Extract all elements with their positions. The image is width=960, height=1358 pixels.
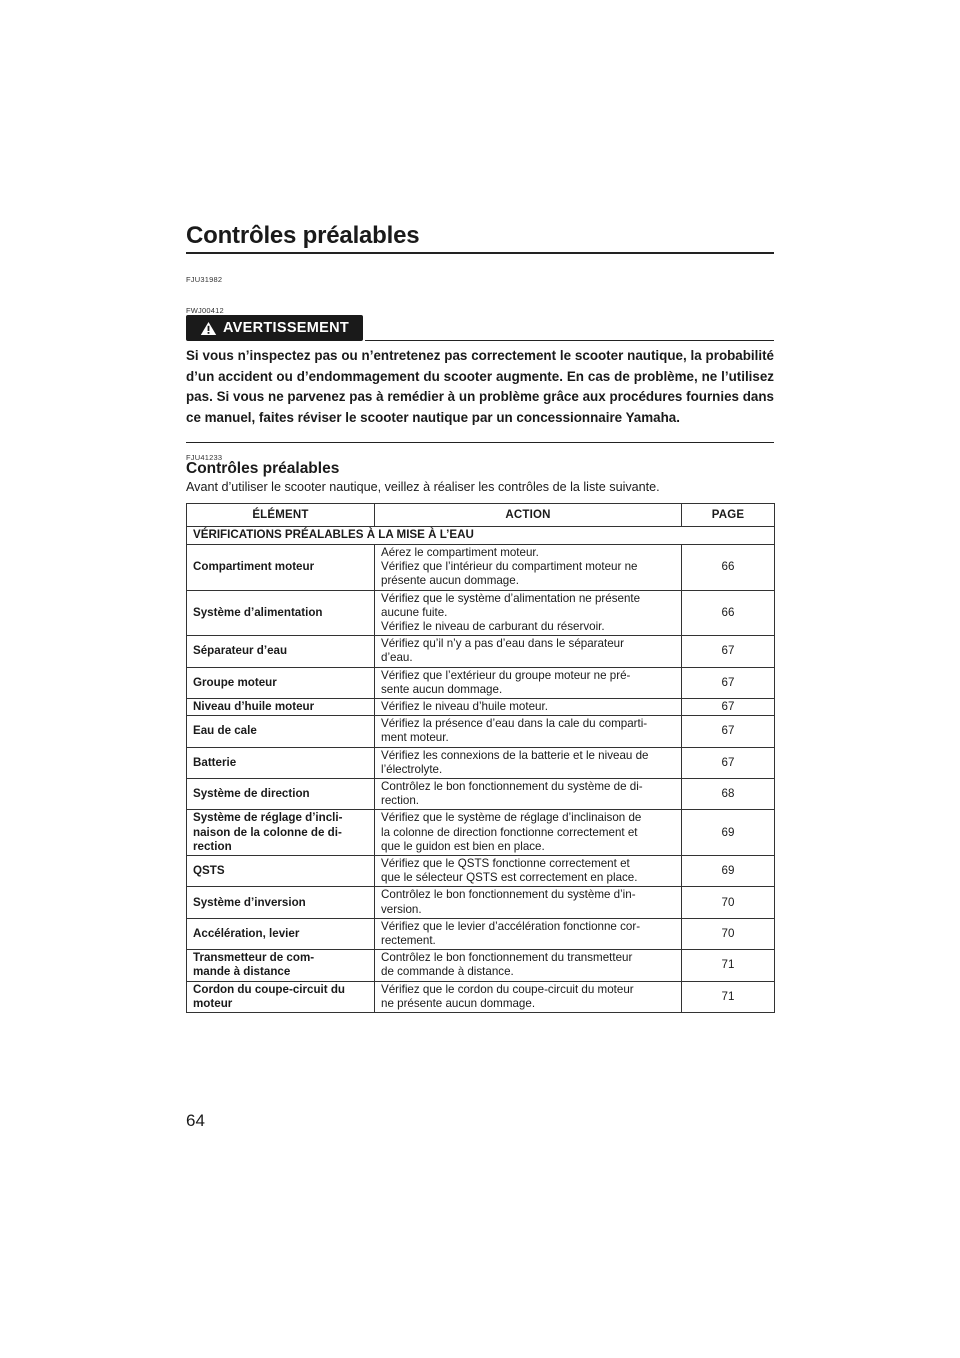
- row-action-line: Contrôlez le bon fonctionnement du système d’in-: [381, 888, 636, 902]
- row-action-line: Vérifiez le niveau de carburant du réservoir.: [381, 620, 605, 634]
- warning-label: AVERTISSEMENT: [222, 320, 350, 336]
- table-row: [187, 545, 775, 591]
- row-item: Système d’alimentation: [187, 590, 375, 636]
- row-action-line: Vérifiez qu’il n’y a pas d’eau dans le séparateur: [381, 637, 624, 651]
- table-row: [187, 667, 775, 698]
- row-action: [375, 950, 682, 981]
- row-item: Groupe moteur: [187, 667, 375, 698]
- row-action: [375, 716, 682, 747]
- row-action-line: Vérifiez que le système de réglage d’inclinaison de: [381, 811, 642, 825]
- row-action-line: Vérifiez que le QSTS fonctionne correctement et: [381, 857, 630, 871]
- row-action: [375, 699, 682, 716]
- table-group-row: [187, 527, 775, 545]
- row-page: 67: [682, 747, 775, 778]
- row-item: Batterie: [187, 747, 375, 778]
- row-action-line: sente aucun dommage.: [381, 682, 503, 696]
- row-action-line: Contrôlez le bon fonctionnement du transmetteur: [381, 951, 633, 965]
- page-number: 64: [186, 1111, 205, 1130]
- row-action-line: que le guidon est bien en place.: [381, 839, 545, 853]
- row-action-line: de commande à distance.: [381, 965, 514, 979]
- row-action-line: l’électrolyte.: [381, 762, 443, 776]
- row-action: [375, 747, 682, 778]
- row-item: Transmetteur de com- mande à distance: [187, 950, 375, 981]
- checks-table: [186, 503, 775, 1013]
- row-page: 70: [682, 887, 775, 918]
- row-item: Système de direction: [187, 779, 375, 810]
- row-action-line: Vérifiez que le levier d’accélération fonctionne cor-: [381, 919, 641, 933]
- row-page: 69: [682, 856, 775, 887]
- row-item: Compartiment moteur: [187, 545, 375, 591]
- row-item: Système de réglage d’incli- naison de la colonne de di- rection: [187, 810, 375, 856]
- warning-code: FWJ00412: [186, 306, 224, 315]
- table-row: [187, 699, 775, 716]
- row-action: [375, 856, 682, 887]
- row-action-line: rection.: [381, 794, 420, 808]
- section-intro: Avant d’utiliser le scooter nautique, veillez à réaliser les contrôles de la liste suivante.: [186, 480, 660, 494]
- row-page: 67: [682, 699, 775, 716]
- group-label: VÉRIFICATIONS PRÉALABLES À LA MISE À L’EAU: [187, 527, 775, 545]
- row-action-line: que le sélecteur QSTS est correctement en place.: [381, 871, 638, 885]
- row-page: 69: [682, 810, 775, 856]
- row-item: QSTS: [187, 856, 375, 887]
- row-action: [375, 590, 682, 636]
- row-action: [375, 981, 682, 1012]
- section-code-top: FJU31982: [186, 275, 223, 284]
- row-action-line: ment moteur.: [381, 731, 449, 745]
- warning-badge: [186, 315, 363, 341]
- row-page: 67: [682, 716, 775, 747]
- row-page: 67: [682, 636, 775, 667]
- row-page: 71: [682, 950, 775, 981]
- row-action-line: aucune fuite.: [381, 605, 448, 619]
- row-action: [375, 810, 682, 856]
- table-row: [187, 981, 775, 1012]
- header-item: ÉLÉMENT: [187, 504, 375, 527]
- row-action-line: version.: [381, 902, 422, 916]
- row-action-line: la colonne de direction fonctionne correctement et: [381, 825, 638, 839]
- row-page: 66: [682, 545, 775, 591]
- table-row: [187, 590, 775, 636]
- page-title: Contrôles préalables: [186, 222, 420, 249]
- table-row: [187, 779, 775, 810]
- row-item: Système d’inversion: [187, 887, 375, 918]
- table-row: [187, 716, 775, 747]
- row-action-line: ne présente aucun dommage.: [381, 996, 536, 1010]
- table-row: [187, 636, 775, 667]
- header-action: ACTION: [375, 504, 682, 527]
- row-action-line: Vérifiez que l’extérieur du groupe moteur ne pré-: [381, 668, 631, 682]
- row-page: 70: [682, 918, 775, 949]
- section-code: FJU41233: [186, 453, 223, 462]
- row-action-line: Vérifiez que le système d’alimentation ne présente: [381, 591, 641, 605]
- table-row: [187, 887, 775, 918]
- row-action-line: Vérifiez que le cordon du coupe-circuit du moteur: [381, 982, 634, 996]
- row-item: Niveau d’huile moteur: [187, 699, 375, 716]
- table-row: [187, 950, 775, 981]
- table-row: [187, 747, 775, 778]
- section-heading: Contrôles préalables: [186, 460, 340, 477]
- row-action-line: d’eau.: [381, 651, 413, 665]
- warning-rule-top: [365, 340, 774, 341]
- row-action: [375, 779, 682, 810]
- row-action-line: Contrôlez le bon fonctionnement du système de di-: [381, 780, 643, 794]
- row-page: 66: [682, 590, 775, 636]
- row-page: 67: [682, 667, 775, 698]
- row-item: Cordon du coupe-circuit du moteur: [187, 981, 375, 1012]
- row-item: Accélération, levier: [187, 918, 375, 949]
- row-action-line: Vérifiez que l’intérieur du compartiment moteur ne: [381, 560, 638, 574]
- row-action-line: Vérifiez la présence d’eau dans la cale du comparti-: [381, 717, 648, 731]
- row-item: Séparateur d’eau: [187, 636, 375, 667]
- table-row: [187, 856, 775, 887]
- table-header-row: [187, 504, 775, 527]
- row-action: [375, 545, 682, 591]
- row-action-line: Vérifiez le niveau d’huile moteur.: [381, 700, 548, 714]
- row-item: Eau de cale: [187, 716, 375, 747]
- row-action: [375, 887, 682, 918]
- title-rule: [186, 252, 774, 254]
- header-page: PAGE: [682, 504, 775, 527]
- row-action: [375, 667, 682, 698]
- warning-text: Si vous n’inspectez pas ou n’entretenez pas correctement le scooter nautique, la probabilité d’un accident ou d’endommagement du scooter augmente. En cas de problème, ne l’utilisez pas. Si vous ne parvenez pas à remédier à un problème grâce aux procédures fournies dans ce manuel, faites réviser le scooter nautique par un concessionnaire Yamaha.: [186, 348, 774, 425]
- warning-triangle-icon: [200, 321, 217, 336]
- warning-rule-bottom: [186, 442, 774, 443]
- table-row: [187, 918, 775, 949]
- row-action: [375, 918, 682, 949]
- row-action-line: présente aucun dommage.: [381, 574, 519, 588]
- row-action: [375, 636, 682, 667]
- table-row: [187, 810, 775, 856]
- row-action-line: rectement.: [381, 934, 436, 948]
- row-page: 68: [682, 779, 775, 810]
- row-action-line: Aérez le compartiment moteur.: [381, 546, 539, 559]
- row-action-line: Vérifiez les connexions de la batterie et le niveau de: [381, 748, 649, 762]
- row-page: 71: [682, 981, 775, 1012]
